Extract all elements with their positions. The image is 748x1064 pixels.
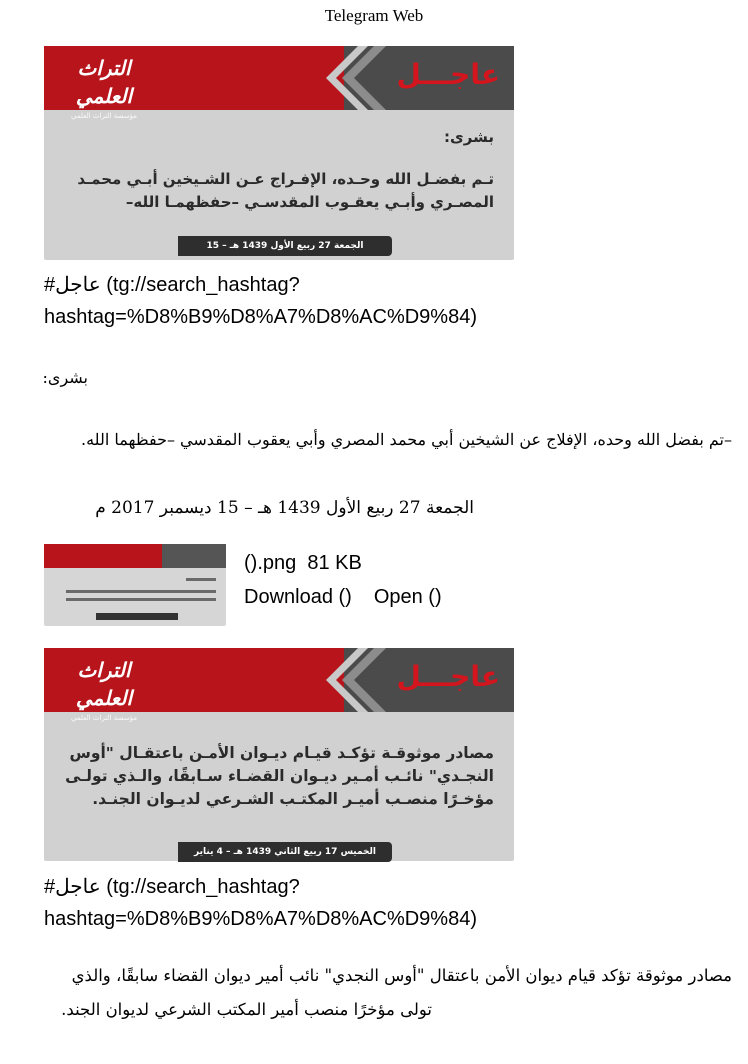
post-body-cont: تولى مؤخرًا منصب أمير المكتب الشرعي لديوان الجند. <box>61 1000 432 1019</box>
chevron-arrows-icon <box>332 46 392 110</box>
attachment-thumbnail[interactable] <box>44 544 226 626</box>
publisher-logo: التراث العلمي مؤسسة التراث العلمي <box>71 658 137 722</box>
download-link[interactable]: Download () <box>244 586 352 608</box>
post-body: –تم بفضل الله وحده، الإفلاج عن الشيخين أبي محمد المصري وأبي يعقوب المقدسي –حفظهما الله. <box>80 430 732 449</box>
post-date: الجمعة 27 ربيع الأول 1439 هـ – 15 ديسمبر 2017 م <box>95 498 474 518</box>
hashtag-link[interactable]: #عاجل (tg://search_hashtag? <box>44 274 300 296</box>
hashtag-link-cont[interactable]: hashtag=%D8%B9%D8%A7%D8%AC%D9%84) <box>44 908 477 930</box>
page-title: Telegram Web <box>324 6 424 25</box>
date-badge: الجمعة 27 ربيع الأول 1439 هـ – 15 ديسمبر 2017 م <box>178 236 392 256</box>
card-banner <box>44 46 514 120</box>
file-name: ().png <box>244 552 297 574</box>
card-heading: بشرى: <box>444 128 494 146</box>
open-link[interactable]: Open () <box>373 586 442 608</box>
publisher-logo: التراث العلمي مؤسسة التراث العلمي <box>71 56 137 120</box>
post-image-card[interactable] <box>44 46 514 271</box>
card-text: مصادر موثوقـة تؤكـد قيـام ديـوان الأمـن باعتقـال "أوس النجـدي" نائـب أمـير ديـوان القضـاء سـابقًا، والـذي تولـى مؤخـرًا منصـب أميـر المكتـب الشـرعي لديـوان الجنـد. <box>65 744 494 808</box>
hashtag-link-cont[interactable]: hashtag=%D8%B9%D8%A7%D8%AC%D9%84) <box>44 306 477 328</box>
file-meta <box>244 552 362 575</box>
file-actions <box>244 586 442 609</box>
file-size: 81 KB <box>307 552 362 574</box>
card-text: تـم بفضـل الله وحـده، الإفـراج عـن الشـيخين أبـي محمـد المصـري وأبـي يعقـوب المقدسـي –حفظهمـا الله– <box>77 170 494 211</box>
urgent-label: عاجـــل <box>396 58 500 91</box>
hashtag-link[interactable]: #عاجل (tg://search_hashtag? <box>44 876 300 898</box>
post-heading: بشرى: <box>42 368 88 387</box>
post-image-card-2[interactable] <box>44 648 514 877</box>
card-banner <box>44 648 514 722</box>
date-badge: الخميس 17 ربيع الثاني 1439 هـ – 4 يناير 2018 م <box>178 842 392 862</box>
urgent-label: عاجـــل <box>396 660 500 693</box>
chevron-arrows-icon <box>332 648 392 712</box>
post-body: مصادر موثوقة تؤكد قيام ديوان الأمن باعتقال "أوس النجدي" نائب أمير ديوان القضاء سابقًا، والذي <box>71 966 732 985</box>
